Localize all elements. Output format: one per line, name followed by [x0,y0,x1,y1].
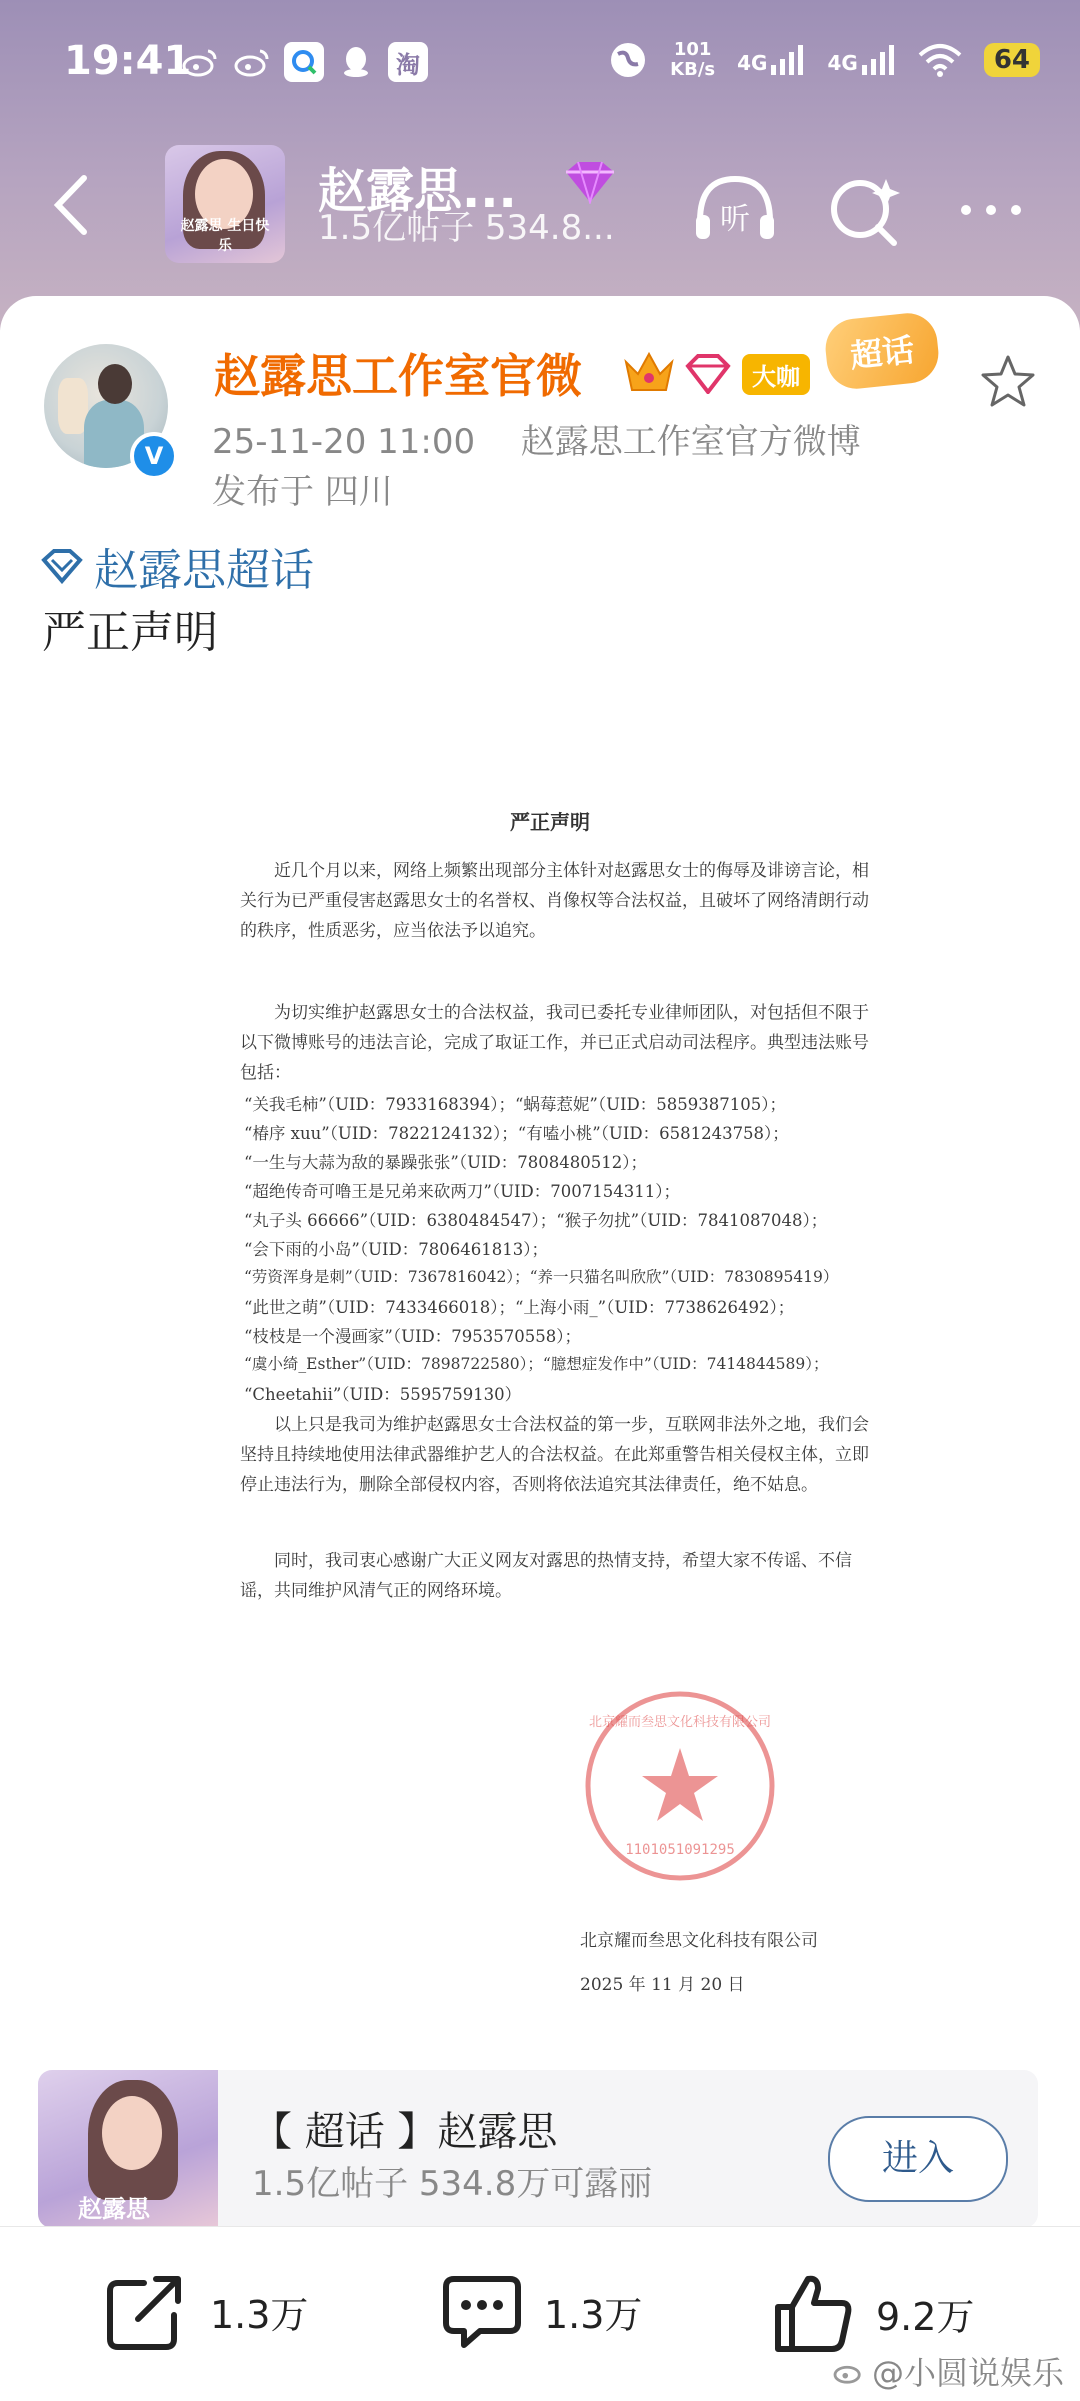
post-location: 发布于 四川 [212,472,393,512]
post-card [0,296,1080,2226]
signal-bars-icon [771,45,805,75]
signal-label: 4G [737,51,768,75]
account-line: “超绝传奇可噜王是兄弟来砍两刀”（UID：7007154311）； [244,1182,681,1201]
net-speed [670,40,715,80]
diamond-icon [684,354,732,394]
post-meta [212,414,861,463]
share-icon [104,2271,190,2351]
like-button[interactable] [772,2271,974,2355]
statement-date: 2025 年 11 月 20 日 [580,1975,745,1995]
comment-button[interactable] [440,2271,642,2351]
super-topic-thumbnail [38,2070,218,2228]
statement-paragraph: 为切实维护赵露思女士的合法权益，我司已委托专业律师团队，对包括但不限于以下微博账号的违法言论，完成了取证工作，并已正式启动司法程序。典型违法账号包括： [240,1003,869,1083]
account-line: “此世之萌”（UID：7433466018）；“上海小雨_”（UID：7738626492）； [244,1298,795,1317]
daka-badge: 大咖 [742,354,810,395]
verified-icon: V [130,432,178,480]
favorite-star-icon[interactable] [978,352,1038,412]
listen-button[interactable] [690,165,780,255]
account-line: “虞小绮_Esther”（UID：7898722580）；“臆想症发作中”（UID：7414844589）； [244,1355,829,1373]
account-line: “椿序 xuu”（UID：7822124132）；“有嗑小桃”（UID：6581243758）； [244,1124,789,1143]
super-topic-title: 【 超话 】赵露思 [252,2109,558,2155]
qq-browser-icon [284,42,324,82]
page-subtitle: 1.5亿帖子 534.8... [318,208,615,248]
like-count: 9.2万 [876,2294,975,2339]
statement-paragraph: 近几个月以来，网络上频繁出现部分主体针对赵露思女士的侮辱及诽谤言论，相关行为已严重侵害赵露思女士的名誉权、肖像权等合法权益，且破坏了网络清朗行动的秩序，性质恶劣，应当依法予以追究。 [240,861,869,941]
post-timestamp: 25-11-20 11:00 [212,422,476,462]
status-right-icons [608,40,1040,80]
back-button[interactable] [44,170,104,240]
topic-name: 赵露思超话 [94,545,314,596]
statement-title: 严正声明 [510,810,590,834]
crown-icon [622,348,676,396]
signal-2 [827,45,895,75]
signal-bars-icon [862,45,896,75]
weibo-icon [832,2357,866,2385]
account-line: “劳资浑身是刺”（UID：7367816042）；“养一只猫名叫欣欣”（UID：7830895419） [244,1268,839,1286]
search-button[interactable] [820,165,910,255]
net-speed-value: 101 [673,39,712,60]
super-topic-stats: 1.5亿帖子 534.8万可露丽 [252,2164,653,2204]
watermark [832,2348,1064,2394]
author-name[interactable]: 赵露思工作室官微 [214,349,582,403]
share-count: 1.3万 [210,2292,309,2337]
status-bar [0,0,1080,130]
enter-button[interactable]: 进入 [828,2116,1008,2202]
comment-icon [440,2271,524,2351]
account-line: “一生与大蒜为敌的暴躁张张”（UID：7808480512）； [244,1153,648,1172]
post-source: 赵露思工作室官方微博 [520,422,861,462]
more-button[interactable] [946,165,1036,255]
signal-1 [737,45,805,75]
account-line: “丸子头 66666”（UID：6380484547）；“猴子勿扰”（UID：7841087048）； [244,1211,828,1230]
signal-label: 4G [827,51,858,75]
topic-thumbnail[interactable] [165,145,285,263]
post-text: 严正声明 [42,607,218,658]
qq-icon [336,42,376,82]
net-speed-unit: KB/s [670,59,716,80]
account-line: “关我毛柿”（UID：7933168394）；“蜗莓惹妮”（UID：5859387105）； [244,1095,787,1114]
seal-text: 北京耀而叁思文化科技有限公司 [588,1715,772,1730]
comment-count: 1.3万 [544,2292,643,2337]
topic-header [0,130,1080,290]
headphones-icon [690,165,780,255]
globe-icon [608,40,648,80]
status-time: 19:41 [64,38,192,84]
wifi-icon [918,43,962,77]
weibo-icon [180,42,220,82]
seal-number: 1101051091295 [625,1842,735,1858]
company-name: 北京耀而叁思文化科技有限公司 [580,1931,818,1951]
weibo-icon [232,42,272,82]
page-title: 赵露思... [318,163,517,219]
more-icon [946,165,1036,255]
super-topic-thumb-caption: 赵露思 [78,2195,150,2223]
super-topic-bar[interactable] [38,2070,1038,2228]
topic-link[interactable] [40,534,314,598]
thumbs-up-icon [772,2271,856,2355]
search-icon [820,165,910,255]
account-line: “枝枝是一个漫画家”（UID：7953570558）； [244,1327,582,1346]
statement-paragraph: 同时，我司衷心感谢广大正义网友对露思的热情支持，希望大家不传谣、不信谣，共同维护风清气正的网络环境。 [240,1551,852,1601]
statement-image[interactable] [240,806,900,1996]
battery-level: 64 [984,43,1040,77]
listen-label: 听 [720,202,750,237]
account-line: “会下雨的小岛”（UID：7806461813）； [244,1240,549,1259]
thumb-caption: 赵露思 生日快乐 [180,218,270,254]
taobao-icon [388,42,428,82]
diamond-icon [560,160,620,204]
statement-paragraph: 以上只是我司为维护赵露思女士合法权益的第一步，互联网非法外之地，我们会坚持且持续地使用法律武器维护艺人的合法权益。在此郑重警告相关侵权主体，立即停止违法行为，删除全部侵权内容，否则将依法追究其法律责任，绝不姑息。 [240,1415,869,1495]
share-button[interactable] [104,2271,308,2351]
watermark-text: @小圆说娱乐 [871,2354,1064,2392]
account-line: “Cheetahii”（UID：5595759130） [244,1385,522,1404]
super-topic-icon [40,548,84,584]
back-arrow-icon [44,170,104,240]
taobao-label: 淘 [396,50,420,79]
chaohua-badge: 超话 [823,310,942,391]
status-app-icons [180,42,428,82]
